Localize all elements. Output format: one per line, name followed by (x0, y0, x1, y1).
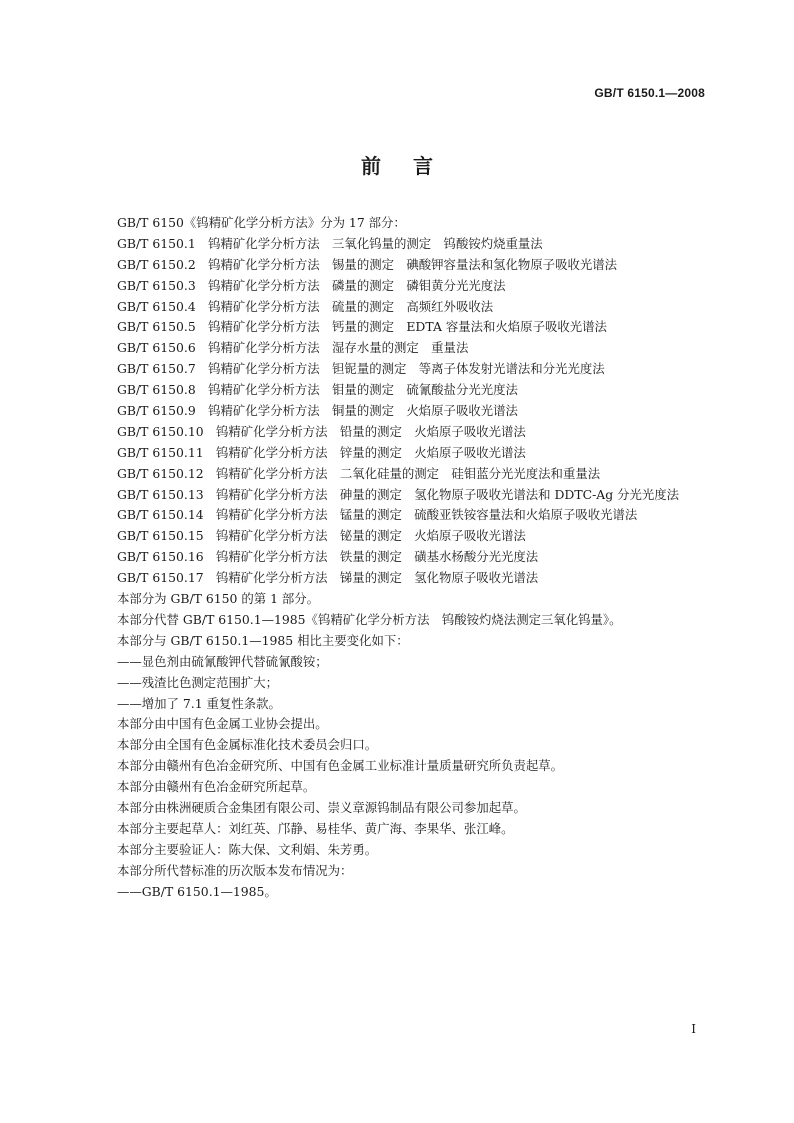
page-title: 前言 (361, 154, 465, 178)
text-line: GB/T 6150.12 钨精矿化学分析方法 二氧化硅量的测定 硅钼蓝分光光度法和重量法 (117, 465, 601, 481)
text-line: 本部分由赣州有色冶金研究所起草。 (117, 779, 316, 795)
text-line: GB/T 6150.16 钨精矿化学分析方法 铁量的测定 磺基水杨酸分光光度法 (117, 549, 539, 565)
page-number: I (691, 1022, 696, 1036)
text-line: GB/T 6150.5 钨精矿化学分析方法 钙量的测定 EDTA 容量法和火焰原子吸收光谱法 (117, 319, 607, 335)
text-line: 本部分由赣州有色冶金研究所、中国有色金属工业标准计量质量研究所负责起草。 (117, 758, 564, 774)
text-line: GB/T 6150.1 钨精矿化学分析方法 三氧化钨量的测定 钨酸铵灼烧重量法 (117, 235, 543, 251)
text-line: ——增加了 7.1 重复性条款。 (117, 695, 281, 711)
text-line: ——残渣比色测定范围扩大； (117, 674, 279, 690)
text-line: ——GB/T 6150.1—1985。 (117, 883, 277, 899)
preface-body (89, 213, 707, 902)
text-line: GB/T 6150.11 钨精矿化学分析方法 锌量的测定 火焰原子吸收光谱法 (117, 444, 526, 460)
text-line: 本部分由株洲硬质合金集团有限公司、崇义章源钨制品有限公司参加起草。 (117, 799, 526, 815)
text-line: 本部分与 GB/T 6150.1—1985 相比主要变化如下： (117, 632, 409, 648)
text-line: GB/T 6150.13 钨精矿化学分析方法 砷量的测定 氢化物原子吸收光谱法和 DDTC-Ag 分光光度法 (117, 486, 680, 502)
text-line: GB/T 6150.8 钨精矿化学分析方法 钼量的测定 硫氰酸盐分光光度法 (117, 382, 518, 398)
text-line: 本部分代替 GB/T 6150.1—1985《钨精矿化学分析方法 钨酸铵灼烧法测定三氧化钨量》。 (117, 611, 622, 627)
text-line: 本部分所代替标准的历次版本发布情况为： (117, 862, 353, 878)
text-line: GB/T 6150.10 钨精矿化学分析方法 铅量的测定 火焰原子吸收光谱法 (117, 423, 526, 439)
text-line: 本部分为 GB/T 6150 的第 1 部分。 (117, 591, 320, 607)
text-line: ——显色剂由硫氰酸钾代替硫氰酸铵； (117, 653, 328, 669)
text-line: GB/T 6150.6 钨精矿化学分析方法 湿存水量的测定 重量法 (117, 340, 469, 356)
standard-code: GB/T 6150.1—2008 (594, 86, 705, 100)
text-line: 本部分主要验证人：陈大保、文利娟、朱芳勇。 (117, 841, 378, 857)
text-line: GB/T 6150.4 钨精矿化学分析方法 硫量的测定 高频红外吸收法 (117, 298, 494, 314)
text-line: GB/T 6150.3 钨精矿化学分析方法 磷量的测定 磷钼黄分光光度法 (117, 277, 506, 293)
text-line: GB/T 6150.15 钨精矿化学分析方法 铋量的测定 火焰原子吸收光谱法 (117, 528, 526, 544)
text-line: 本部分由中国有色金属工业协会提出。 (117, 716, 328, 732)
text-line: GB/T 6150.17 钨精矿化学分析方法 锑量的测定 氢化物原子吸收光谱法 (117, 570, 539, 586)
text-line: GB/T 6150《钨精矿化学分析方法》分为 17 部分： (117, 215, 406, 230)
text-line: GB/T 6150.7 钨精矿化学分析方法 钽铌量的测定 等离子体发射光谱法和分光光度法 (117, 361, 605, 377)
text-line: 本部分主要起草人：刘红英、邝静、易桂华、黄广海、李果华、张江峰。 (117, 820, 514, 836)
text-line: 本部分由全国有色金属标准化技术委员会归口。 (117, 737, 378, 753)
text-line: GB/T 6150.9 钨精矿化学分析方法 铜量的测定 火焰原子吸收光谱法 (117, 403, 518, 419)
text-line: GB/T 6150.2 钨精矿化学分析方法 锡量的测定 碘酸钾容量法和氢化物原子吸收光谱法 (117, 256, 618, 272)
text-line: GB/T 6150.14 钨精矿化学分析方法 锰量的测定 硫酸亚铁铵容量法和火焰原子吸收光谱法 (117, 507, 638, 523)
